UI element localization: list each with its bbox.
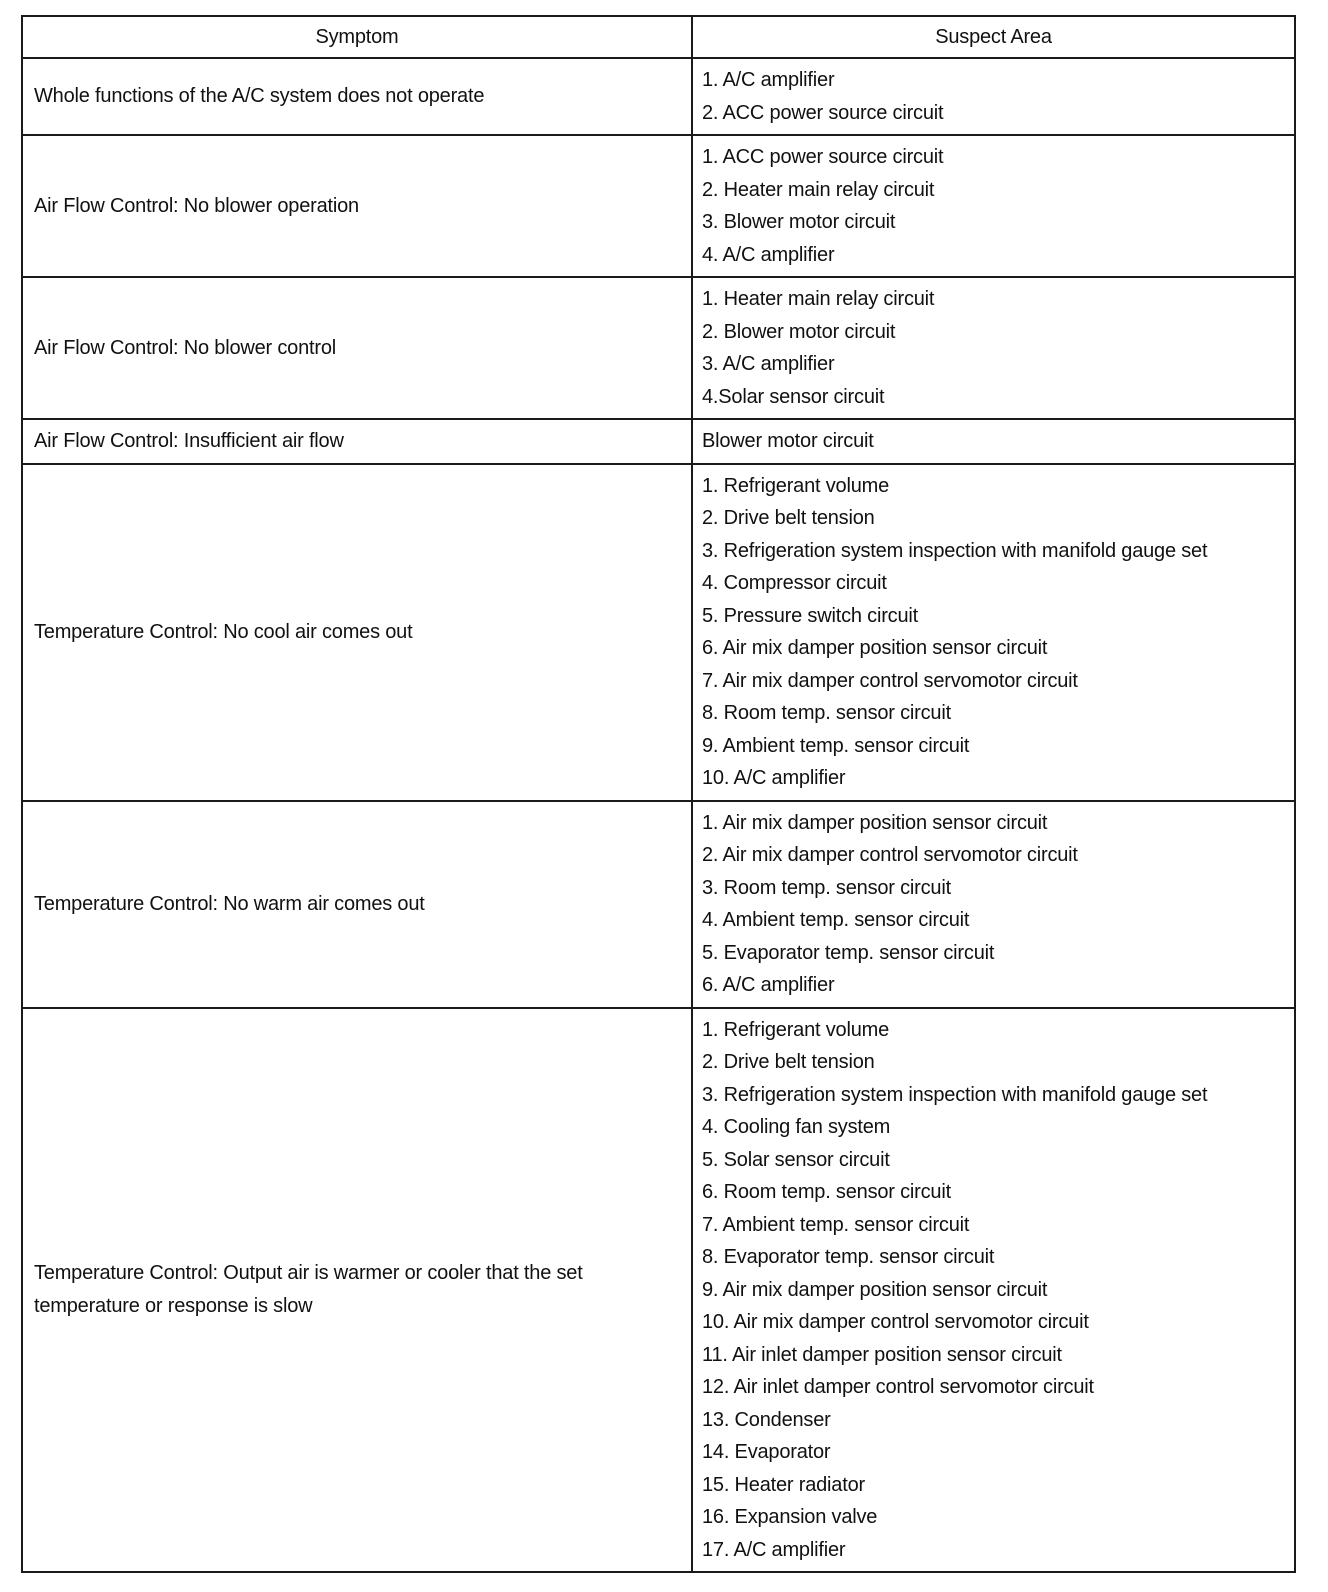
symptom-cell: Air Flow Control: No blower control (22, 277, 692, 419)
suspect-area-item: 4. A/C amplifier (702, 243, 835, 266)
suspect-area-cell (692, 1008, 1295, 1573)
suspect-area-item: 7. Ambient temp. sensor circuit (702, 1213, 970, 1236)
suspect-area-item: 2. Drive belt tension (702, 1051, 875, 1073)
table-row (22, 277, 1295, 419)
suspect-area-item: 4. Cooling fan system (702, 1116, 891, 1138)
suspect-area-item: Blower motor circuit (702, 430, 874, 452)
suspect-area-cell (692, 135, 1295, 277)
suspect-area-item: 1. ACC power source circuit (702, 146, 944, 168)
suspect-area-cell (692, 58, 1295, 135)
suspect-area-item: 2. Air mix damper control servomotor circuit (702, 844, 1078, 866)
suspect-area-item: 3. Blower motor circuit (702, 211, 896, 233)
suspect-area-item: 10. A/C amplifier (702, 767, 846, 789)
table-row (22, 464, 1295, 801)
suspect-area-item: 3. A/C amplifier (702, 353, 835, 375)
suspect-area-cell (692, 277, 1295, 419)
symptom-suspect-area-table (21, 15, 1296, 1573)
suspect-area-item: 6. Room temp. sensor circuit (702, 1181, 951, 1203)
table-row (22, 135, 1295, 277)
table-body (22, 58, 1295, 1572)
suspect-area-item: 9. Ambient temp. sensor circuit (702, 734, 970, 757)
suspect-area-item: 1. Refrigerant volume (702, 474, 890, 497)
table-header-row (22, 16, 1295, 58)
suspect-area-item: 1. Refrigerant volume (702, 1018, 890, 1041)
suspect-area-cell (692, 464, 1295, 801)
suspect-area-item: 16. Expansion valve (702, 1506, 878, 1528)
suspect-area-column-header: Suspect Area (692, 16, 1295, 58)
suspect-area-item: 2. Heater main relay circuit (702, 178, 935, 201)
suspect-area-item: 1. A/C amplifier (702, 69, 835, 91)
suspect-area-item: 6. Air mix damper position sensor circuit (702, 637, 1048, 659)
suspect-area-item: 2. ACC power source circuit (702, 101, 944, 124)
suspect-area-item: 2. Drive belt tension (702, 507, 875, 529)
suspect-area-item: 2. Blower motor circuit (702, 320, 896, 343)
suspect-area-item: 8. Evaporator temp. sensor circuit (702, 1246, 995, 1268)
suspect-area-item: 9. Air mix damper position sensor circuit (702, 1278, 1048, 1301)
suspect-area-item: 4. Ambient temp. sensor circuit (702, 909, 970, 931)
symptom-cell: Temperature Control: No cool air comes out (22, 464, 692, 801)
suspect-area-item: 4.Solar sensor circuit (702, 385, 885, 408)
suspect-area-item: 7. Air mix damper control servomotor circuit (702, 669, 1078, 692)
suspect-area-item: 13. Condenser (702, 1408, 831, 1431)
symptom-cell: Air Flow Control: Insufficient air flow (22, 419, 692, 464)
suspect-area-item: 11. Air inlet damper position sensor circuit (702, 1343, 1062, 1366)
suspect-area-item: 3. Refrigeration system inspection with manifold gauge set (702, 1083, 1208, 1106)
suspect-area-item: 12. Air inlet damper control servomotor circuit (702, 1376, 1094, 1398)
suspect-area-item: 15. Heater radiator (702, 1473, 865, 1496)
diagnostic-table-container (21, 15, 1294, 1573)
suspect-area-cell (692, 419, 1295, 464)
suspect-area-cell (692, 801, 1295, 1008)
table-row (22, 1008, 1295, 1573)
symptom-cell: Temperature Control: No warm air comes out (22, 801, 692, 1008)
suspect-area-item: 3. Room temp. sensor circuit (702, 876, 951, 899)
suspect-area-item: 5. Evaporator temp. sensor circuit (702, 941, 995, 964)
table-row (22, 419, 1295, 464)
suspect-area-item: 4. Compressor circuit (702, 572, 887, 594)
table-row (22, 58, 1295, 135)
suspect-area-item: 3. Refrigeration system inspection with manifold gauge set (702, 539, 1208, 562)
symptom-cell: Whole functions of the A/C system does not operate (22, 58, 692, 135)
suspect-area-item: 17. A/C amplifier (702, 1538, 846, 1561)
table-row (22, 801, 1295, 1008)
suspect-area-item: 5. Solar sensor circuit (702, 1148, 890, 1171)
symptom-cell: Temperature Control: Output air is warmer or cooler that the set temperature or response is slow (22, 1008, 692, 1573)
symptom-cell: Air Flow Control: No blower operation (22, 135, 692, 277)
suspect-area-item: 8. Room temp. sensor circuit (702, 702, 951, 724)
symptom-column-header: Symptom (22, 16, 692, 58)
suspect-area-item: 14. Evaporator (702, 1441, 831, 1463)
suspect-area-item: 1. Air mix damper position sensor circuit (702, 811, 1048, 834)
suspect-area-item: 5. Pressure switch circuit (702, 604, 918, 627)
suspect-area-item: 10. Air mix damper control servomotor circuit (702, 1311, 1089, 1333)
suspect-area-item: 6. A/C amplifier (702, 974, 835, 996)
suspect-area-item: 1. Heater main relay circuit (702, 288, 935, 310)
